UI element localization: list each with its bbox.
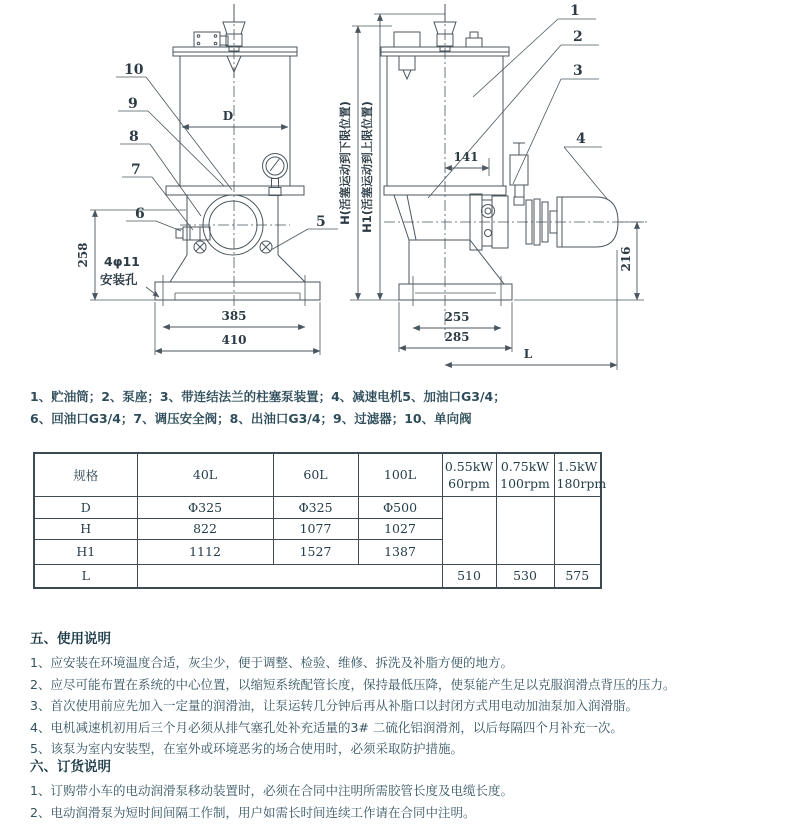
spec-col-40l: 40L	[137, 453, 273, 496]
mount-bolt-left	[194, 241, 206, 253]
order-item: 1、订购带小车的电动润滑泵移动装置时，必须在合同中注明所需胶管长度及电缆长度。	[30, 783, 513, 798]
callout-4	[564, 131, 608, 200]
callout-7	[122, 162, 193, 230]
dim-L-label: L	[523, 347, 533, 361]
spec-table	[33, 452, 607, 589]
spec-col-power3	[554, 453, 607, 496]
dim-h-label: H(活塞运动到下限位置)	[338, 101, 352, 225]
usage-item: 2、应尽可能布置在系统的中心位置，以缩短系统配管长度，保持最低压降，使泵能产生足以克服润滑点背压的压力。	[30, 676, 676, 692]
dim-385	[163, 309, 305, 327]
dim-255	[413, 310, 501, 328]
technical-drawing	[0, 0, 800, 382]
order-item: 2、电动润滑泵为短时间间隔工作制，用户如需长时间连续工作请在合同中注明。	[30, 804, 476, 820]
pressure-gauge	[263, 154, 288, 196]
callout-3	[513, 63, 599, 184]
callout-1	[473, 3, 596, 97]
reservoir-base-flange	[166, 186, 304, 195]
dim-410-label: 410	[221, 333, 247, 347]
dim-h1-label: H1(活塞运动到上限位置)	[360, 101, 374, 233]
spec-col-power2	[496, 453, 554, 496]
row-h1-100l: 1387	[358, 539, 442, 564]
dim-258-label: 258	[76, 242, 90, 268]
row-h-label: H	[34, 518, 137, 539]
spec-col-100l: 100L	[358, 453, 442, 496]
row-d-40l: Φ325	[137, 496, 273, 518]
front-view-drawing	[76, 4, 338, 355]
dim-L	[445, 250, 617, 370]
svg-text:7: 7	[131, 162, 141, 178]
spec-header-row	[34, 453, 601, 496]
reservoir-lid	[173, 47, 297, 56]
spec-col-power1	[442, 453, 496, 496]
row-h1-40l: 1112	[137, 539, 273, 564]
mount-bolt-right	[260, 241, 272, 253]
spec-empty-cell	[137, 564, 442, 588]
svg-text:5: 5	[316, 214, 326, 230]
svg-text:6: 6	[135, 206, 145, 222]
row-d-60l: Φ325	[273, 496, 358, 518]
dim-141-label: 141	[453, 150, 479, 164]
svg-text:10: 10	[124, 62, 144, 78]
dim-385-label: 385	[221, 309, 247, 323]
svg-text:9: 9	[128, 96, 138, 112]
callout-2	[428, 29, 599, 198]
vent-valve	[510, 143, 528, 205]
spec-col-60l: 60L	[273, 453, 358, 496]
svg-text:2: 2	[573, 29, 583, 45]
side-view-drawing	[338, 3, 648, 370]
power3-kw: 1.5kW	[557, 458, 598, 474]
row-d-label: D	[34, 496, 137, 518]
row-h-60l: 1077	[273, 518, 358, 539]
dim-d-label: D	[222, 109, 234, 123]
pedestal	[155, 255, 320, 306]
row-d-100l: Φ500	[358, 496, 442, 518]
spec-empty-cell	[442, 496, 496, 564]
dim-255-label: 255	[444, 310, 470, 324]
mount-note-line1: 4φ11	[104, 254, 140, 269]
pump-housing	[176, 195, 290, 255]
row-h-40l: 822	[137, 518, 273, 539]
svg-text:1: 1	[570, 3, 580, 19]
parts-list-line2: 6、回油口G3/4；7、调压安全阀；8、出油口G3/4；9、过滤器；10、单向阀	[30, 411, 472, 426]
base-plate-side	[399, 276, 512, 306]
power2-kw: 0.75kW	[500, 458, 550, 474]
mounting-hole-note	[100, 254, 159, 297]
row-l-power3: 575	[554, 564, 601, 588]
svg-text:4: 4	[576, 131, 586, 147]
row-l-power2: 530	[496, 564, 554, 588]
parts-list	[30, 386, 506, 430]
dim-reservoir-diameter	[182, 109, 288, 127]
parts-list-line1: 1、贮油筒；2、泵座；3、带连结法兰的柱塞泵装置；4、减速电机5、加油口G3/4；	[30, 389, 506, 404]
dim-285-label: 285	[444, 330, 470, 344]
top-filter-box	[194, 32, 228, 47]
power1-rpm: 60rpm	[448, 475, 490, 491]
row-h-100l: 1027	[358, 518, 442, 539]
power2-rpm: 100rpm	[500, 475, 550, 491]
spec-corner-header: 规格	[34, 453, 137, 496]
usage-item: 3、首次使用前应先加入一定量的润滑油，让泵运转几分钟后再从补脂口以封闭方式用电动加油泵加入润滑脂。	[30, 698, 638, 713]
svg-text:8: 8	[129, 129, 139, 145]
usage-item: 4、电机减速机初用后三个月必须从排气塞孔处补充适量的3# 二硫化铝润滑剂，以后每隔四个月补充一次。	[30, 719, 623, 735]
order-section-title: 六、订货说明	[30, 759, 111, 775]
return-port-fitting	[176, 227, 210, 240]
order-section	[30, 757, 790, 823]
spec-row-d	[34, 496, 601, 518]
spec-empty-cell	[496, 496, 554, 564]
callout-5	[271, 214, 338, 250]
power3-rpm: 180rpm	[556, 475, 607, 491]
row-l-label: L	[34, 564, 137, 588]
row-h1-60l: 1527	[273, 539, 358, 564]
dim-141	[445, 150, 489, 176]
spec-row-l	[34, 564, 601, 588]
usage-section	[30, 629, 790, 760]
usage-section-title: 五、使用说明	[30, 631, 111, 647]
dim-216-label: 216	[619, 246, 633, 272]
mount-note-line2: 安装孔	[100, 272, 138, 287]
dim-H1	[350, 14, 445, 300]
power1-kw: 0.55kW	[444, 458, 494, 474]
usage-item: 5、该泵为室内安装型，在室外或环境恶劣的场合使用时，必须采取防护措施。	[30, 741, 463, 756]
spec-empty-cell	[554, 496, 601, 564]
row-l-power1: 510	[442, 564, 496, 588]
usage-item: 1、应安装在环境温度合适，灰尘少，便于调整、检验、维修、拆洗及补脂方便的地方。	[30, 655, 513, 670]
svg-text:3: 3	[573, 63, 583, 79]
row-h1-label: H1	[34, 539, 137, 564]
